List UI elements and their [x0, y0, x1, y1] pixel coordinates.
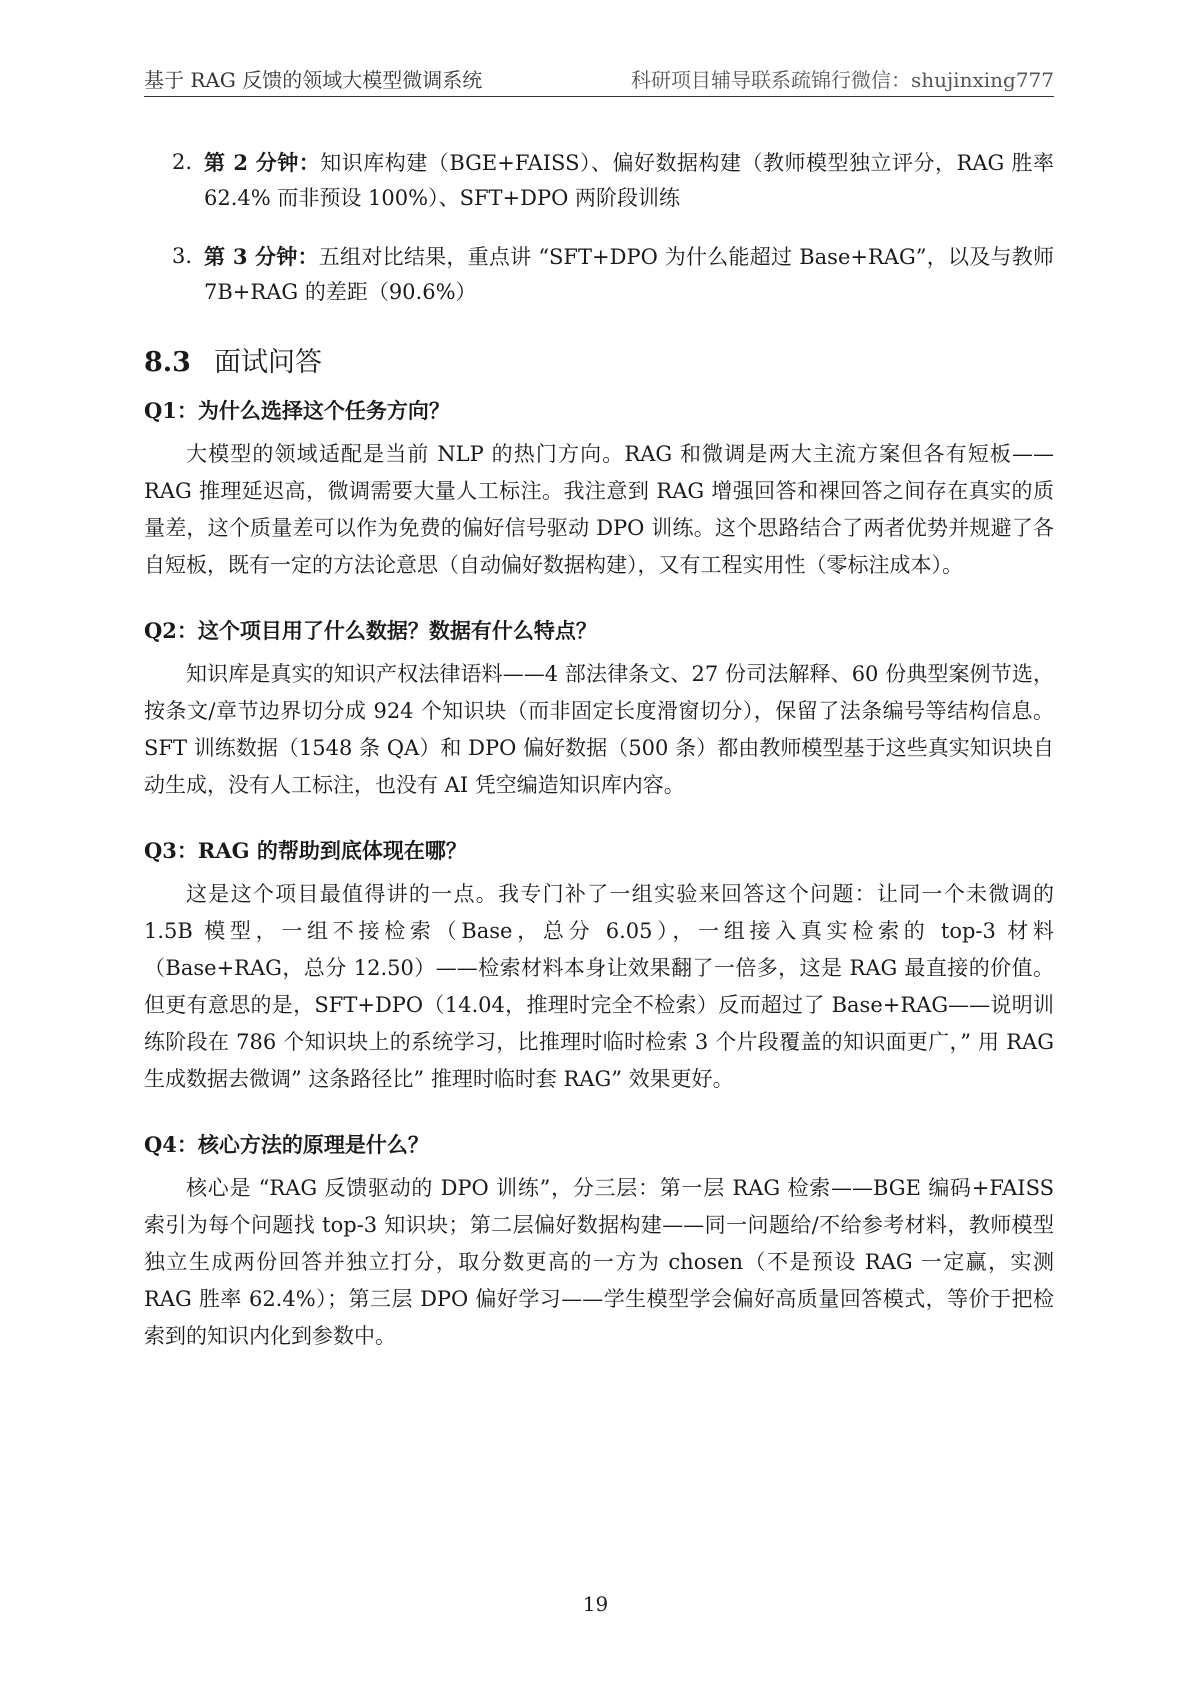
question-heading: Q4：核心方法的原理是什么？ — [144, 1132, 429, 1157]
enum-lead: 第 3 分钟： — [204, 244, 319, 269]
header-title: 基于 RAG 反馈的领域大模型微调系统 — [144, 68, 483, 92]
page-body — [144, 145, 1054, 1355]
question-heading: Q3：RAG 的帮助到底体现在哪？ — [144, 838, 467, 863]
section-title: 面试问答 — [214, 347, 322, 378]
answer-paragraph: 核心是 “RAG 反馈驱动的 DPO 训练”，分三层：第一层 RAG 检索——BGE 编码+FAISS 索引为每个问题找 top-3 知识块；第二层偏好数据构建——同一问题给/不给参考材料，教师模型独立生成两份回答并独立打分，取分数更高的一方为 chosen（不是预设 RAG 一定赢，实测 RAG 胜率 62.4%）；第三层 DPO 偏好学习——学生模型学会偏好高质量回答模式，等价于把检索到的知识内化到参数中。 — [144, 1176, 1054, 1348]
page-number: 19 — [582, 1592, 609, 1616]
enum-item — [144, 145, 1054, 216]
section-heading — [144, 346, 1054, 380]
enum-number: 3. — [172, 244, 193, 268]
answer-paragraph: 这是这个项目最值得讲的一点。我专门补了一组实验来回答这个问题：让同一个未微调的 1.5B 模型，一组不接检索（Base，总分 6.05），一组接入真实检索的 top-3 材料（Base+RAG，总分 12.50）——检索材料本身让效果翻了一倍多，这是 RAG 最直接的价值。但更有意思的是，SFT+DPO（14.04，推理时完全不检索）反而超过了 Base+RAG——说明训练阶段在 786 个知识块上的系统学习，比推理时临时检索 3 个片段覆盖的知识面更广，” 用 RAG 生成数据去微调” 这条路径比” 推理时临时套 RAG” 效果更好。 — [144, 882, 1054, 1091]
enum-item — [144, 239, 1054, 310]
header-contact: 科研项目辅导联系疏锦行微信：shujinxing777 — [630, 68, 1054, 92]
enum-text: 知识库构建（BGE+FAISS）、偏好数据构建（教师模型独立评分，RAG 胜率 62.4% 而非预设 100%）、SFT+DPO 两阶段训练 — [204, 151, 1055, 210]
enum-number: 2. — [172, 150, 193, 174]
question-heading: Q1：为什么选择这个任务方向？ — [144, 398, 450, 423]
enum-lead: 第 2 分钟： — [204, 150, 321, 175]
enum-text: 五组对比结果，重点讲 “SFT+DPO 为什么能超过 Base+RAG”，以及与教师 7B+RAG 的差距（90.6%） — [204, 245, 1055, 304]
answer-paragraph: 知识库是真实的知识产权法律语料——4 部法律条文、27 份司法解释、60 份典型案例节选，按条文/章节边界切分成 924 个知识块（而非固定长度滑窗切分），保留了法条编号等结构信息。SFT 训练数据（1548 条 QA）和 DPO 偏好数据（500 条）都由教师模型基于这些真实知识块自动生成，没有人工标注，也没有 AI 凭空编造知识库内容。 — [144, 662, 1054, 797]
section-number: 8.3 — [144, 347, 191, 378]
running-header — [144, 68, 1054, 97]
answer-paragraph: 大模型的领域适配是当前 NLP 的热门方向。RAG 和微调是两大主流方案但各有短板——RAG 推理延迟高，微调需要大量人工标注。我注意到 RAG 增强回答和裸回答之间存在真实的质量差，这个质量差可以作为免费的偏好信号驱动 DPO 训练。这个思路结合了两者优势并规避了各自短板，既有一定的方法论意思（自动偏好数据构建），又有工程实用性（零标注成本）。 — [144, 442, 1054, 577]
question-heading: Q2：这个项目用了什么数据？数据有什么特点？ — [144, 618, 597, 643]
